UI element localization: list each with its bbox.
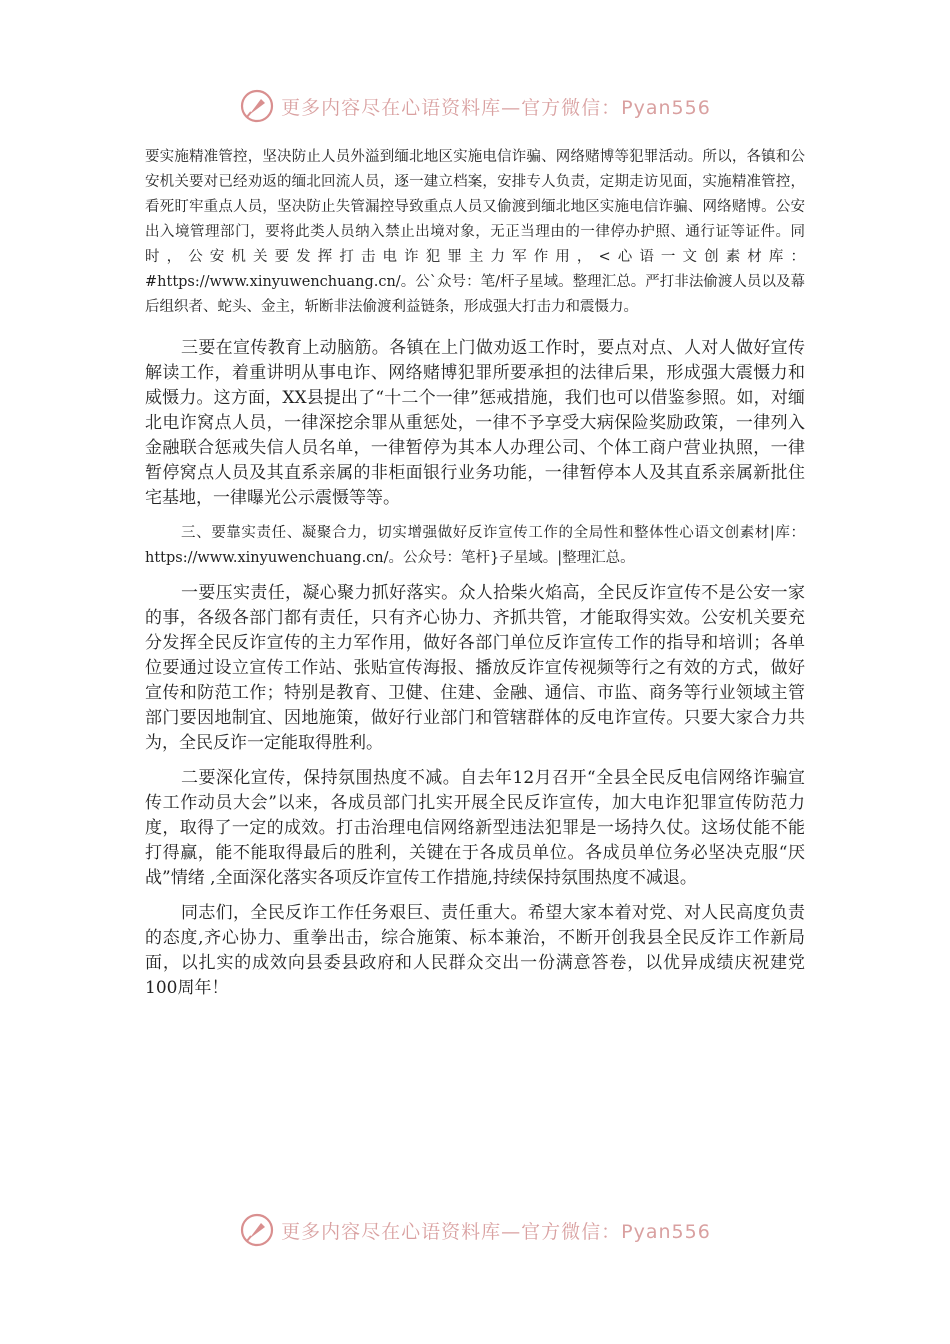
watermark-text bbox=[281, 1217, 711, 1244]
watermark-main-text: 更多内容尽在心语资料库—官方微信： bbox=[281, 1220, 622, 1243]
pen-nib-circle-icon bbox=[239, 1212, 275, 1248]
paragraph-2: 三要在宣传教育上动脑筋。各镇在上门做劝返工作时，要点对点、人对人做好宣传解读工作，着重讲明从事电诈、网络赌博犯罪所要承担的法律后果，形成强大震慑力和威慑力。这方面，XX县提出了“十二个一律”惩戒措施，我们也可以借鉴参照。如，对缅北电诈窝点人员，一律深挖余罪从重惩处，一律不予享受大病保险奖励政策，一律列入金融联合惩戒失信人员名单，一律暂停为其本人办理公司、个体工商户营业执照，一律暂停窝点人员及其直系亲属的非柜面银行业务功能，一律暂停本人及其直系亲属新批住宅基地，一律曝光公示震慑等等。 bbox=[145, 338, 805, 508]
footer-watermark bbox=[0, 1210, 950, 1250]
document-body bbox=[145, 145, 805, 1011]
pen-nib-circle-icon bbox=[239, 88, 275, 124]
paragraph-5: 二要深化宣传，保持氛围热度不减。自去年12月召开“全县全民反电信网络诈骗宣传工作动员大会”以来，各成员部门扎实开展全民反诈宣传，加大电诈犯罪宣传防范力度，取得了一定的成效。打击治理电信网络新型违法犯罪是一场持久仗。这场仗能不能打得赢，能不能取得最后的胜利，关键在于各成员单位。各成员单位务必坚决克服“厌战”情绪 ,全面深化落实各项反诈宣传工作措施,持续保持氛围热度不减退。 bbox=[145, 768, 805, 888]
watermark-main-text: 更多内容尽在心语资料库—官方微信： bbox=[281, 96, 622, 119]
paragraph-6: 同志们，全民反诈工作任务艰巨、责任重大。希望大家本着对党、对人民高度负责的态度,齐心协力、重拳出击，综合施策、标本兼治，不断开创我县全民反诈工作新局面，以扎实的成效向县委县政府和人民群众交出一份满意答卷，以优异成绩庆祝建党100周年！ bbox=[145, 903, 805, 998]
watermark-text bbox=[281, 93, 711, 120]
paragraph-1: 要实施精准管控，坚决防止人员外溢到缅北地区实施电信诈骗、网络赌博等犯罪活动。所以，各镇和公安机关要对已经劝返的缅北回流人员，逐一建立档案，安排专人负责，定期走访见面，实施精准管控，看死盯牢重点人员，坚决防止失管漏控导致重点人员又偷渡到缅北地区实施电信诈骗、网络赌博。公安出入境管理部门，要将此类人员纳入禁止出境对象，无正当理由的一律停办护照、通行证等证件。同时，公安机关要发挥打击电诈犯罪主力军作用，<心语一文创素材库：#https://www.xinyuwenchuang.cn/。公`众号：笔/杆子星域。整理汇总。严打非法偷渡人员以及幕后组织者、蛇头、金主，斩断非法偷渡利益链条，形成强大打击力和震慑力。 bbox=[145, 149, 805, 315]
header-watermark bbox=[0, 86, 950, 126]
watermark-wechat-id: Pyan556 bbox=[621, 96, 711, 119]
paragraph-3: 三、要靠实责任、凝聚合力，切实增强做好反诈宣传工作的全局性和整体性心语文创素材|库：https://www.xinyuwenchuang.cn/。公众号：笔杆}子星域。|整理汇总。 bbox=[145, 525, 805, 566]
paragraph-4: 一要压实责任，凝心聚力抓好落实。众人拾柴火焰高，全民反诈宣传不是公安一家的事，各级各部门都有责任，只有齐心协力、齐抓共管，才能取得实效。公安机关要充分发挥全民反诈宣传的主力军作用，做好各部门单位反诈宣传工作的指导和培训；各单位要通过设立宣传工作站、张贴宣传海报、播放反诈宣传视频等行之有效的方式，做好宣传和防范工作；特别是教育、卫健、住建、金融、通信、市监、商务等行业领域主管部门要因地制宜、因地施策，做好行业部门和管辖群体的反电诈宣传。只要大家合力共为，全民反诈一定能取得胜利。 bbox=[145, 583, 805, 753]
watermark-wechat-id: Pyan556 bbox=[621, 1220, 711, 1243]
